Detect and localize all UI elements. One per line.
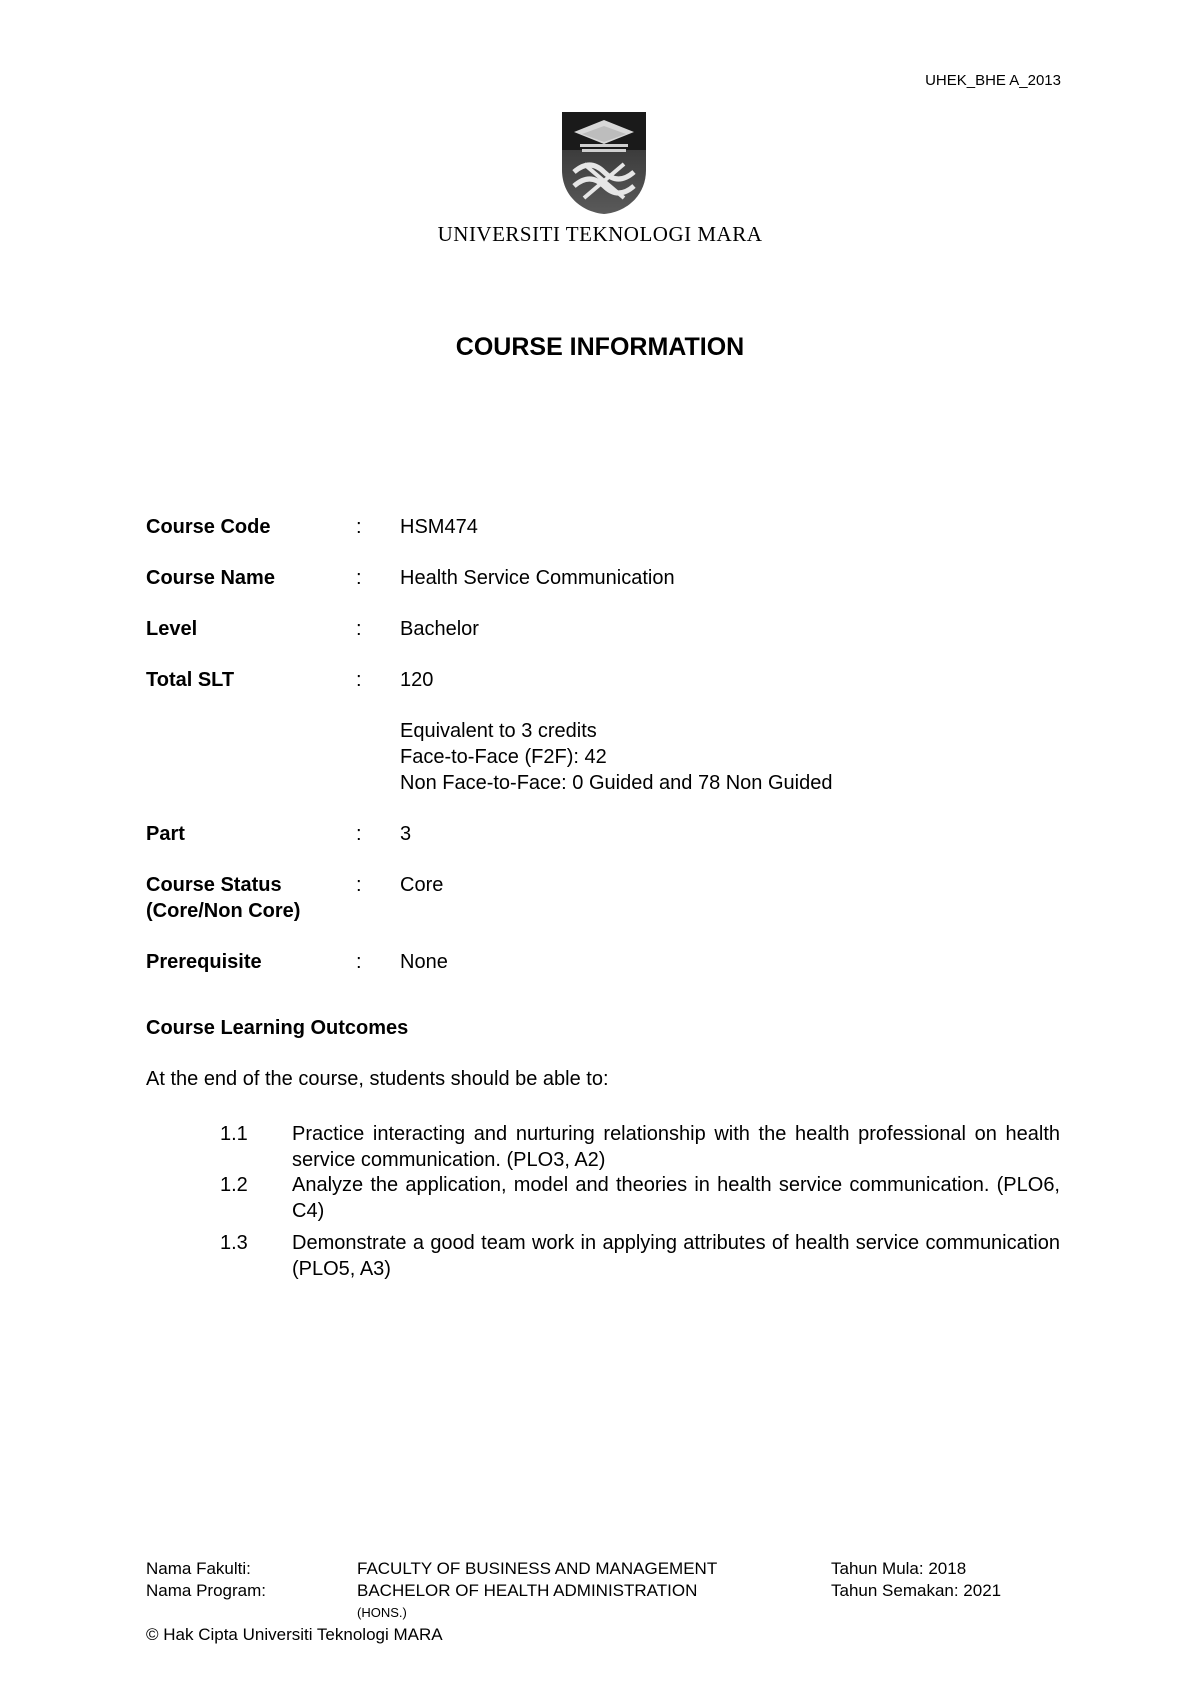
slt-detail-credits: Equivalent to 3 credits	[400, 720, 597, 742]
outcome-number: 1.2	[220, 1174, 248, 1196]
level-label: Level	[146, 618, 198, 640]
copyright: © Hak Cipta Universiti Teknologi MARA	[146, 1625, 443, 1644]
colon: :	[356, 567, 362, 589]
colon: :	[356, 618, 362, 640]
colon: :	[356, 823, 362, 845]
course-code-value: HSM474	[400, 516, 478, 538]
university-name: UNIVERSITI TEKNOLOGI MARA	[437, 222, 763, 246]
university-crest-logo	[560, 110, 648, 216]
program-label: Nama Program:	[146, 1581, 266, 1600]
course-name-value: Health Service Communication	[400, 567, 675, 589]
part-value: 3	[400, 823, 412, 845]
colon: :	[356, 951, 362, 973]
review-year: Tahun Semakan: 2021	[831, 1581, 1002, 1600]
slt-detail-f2f: Face-to-Face (F2F): 42	[400, 746, 607, 768]
clo-intro: At the end of the course, students should be able to:	[146, 1068, 609, 1090]
total-slt-label: Total SLT	[146, 669, 235, 691]
prerequisite-label: Prerequisite	[146, 951, 262, 973]
course-status-value: Core	[400, 874, 444, 896]
clo-heading: Course Learning Outcomes	[146, 1017, 409, 1039]
outcome-text: Practice interacting and nurturing relationship with the health professional on health service communication. (PLO3, A2)	[292, 1123, 1060, 1171]
faculty-label: Nama Fakulti:	[146, 1559, 251, 1578]
level-value: Bachelor	[400, 618, 479, 640]
slt-detail-nf2f: Non Face-to-Face: 0 Guided and 78 Non Guided	[400, 772, 833, 794]
outcome-text: Demonstrate a good team work in applying attributes of health service communication (PLO5, A3)	[292, 1232, 1060, 1280]
colon: :	[356, 516, 362, 538]
course-status-label: Course Status	[146, 874, 282, 896]
total-slt-value: 120	[400, 669, 434, 691]
colon: :	[356, 874, 362, 896]
colon: :	[356, 669, 362, 691]
outcome-number: 1.3	[220, 1232, 248, 1254]
program-value: BACHELOR OF HEALTH ADMINISTRATION	[357, 1581, 698, 1600]
prerequisite-value: None	[400, 951, 448, 973]
page-title: COURSE INFORMATION	[455, 333, 745, 361]
course-code-label: Course Code	[146, 516, 271, 538]
course-status-sublabel: (Core/Non Core)	[146, 900, 301, 922]
part-label: Part	[146, 823, 185, 845]
document-code: UHEK_BHE A_2013	[925, 72, 1061, 89]
faculty-value: FACULTY OF BUSINESS AND MANAGEMENT	[357, 1559, 718, 1578]
outcome-text: Analyze the application, model and theories in health service communication. (PLO6, C4)	[292, 1174, 1060, 1222]
start-year: Tahun Mula: 2018	[831, 1559, 967, 1578]
outcome-number: 1.1	[220, 1123, 248, 1145]
course-name-label: Course Name	[146, 567, 275, 589]
program-hons: (HONS.)	[357, 1605, 407, 1620]
